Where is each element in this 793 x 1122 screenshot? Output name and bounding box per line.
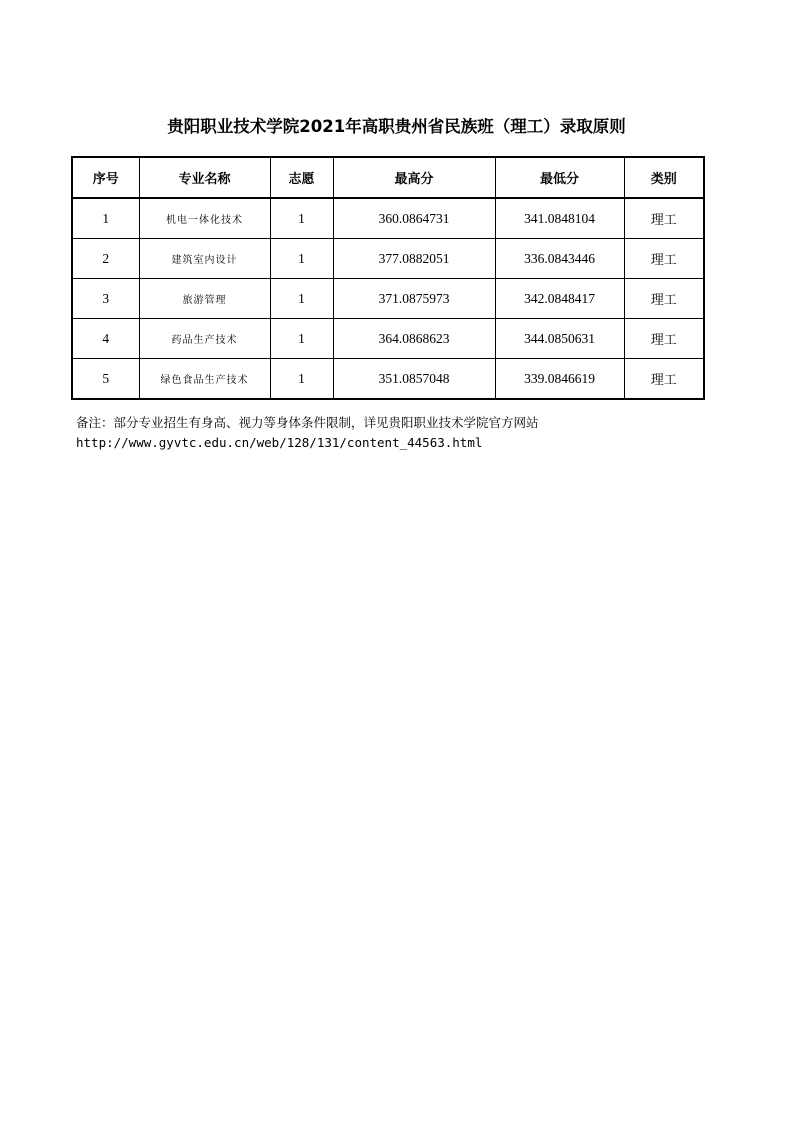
cell-index: 2 xyxy=(72,239,139,279)
cell-category: 理工 xyxy=(624,198,704,239)
footnote xyxy=(76,413,776,453)
cell-category: 理工 xyxy=(624,279,704,319)
cell-max-score: 377.0882051 xyxy=(333,239,495,279)
footnote-url: http://www.gyvtc.edu.cn/web/128/131/content_44563.html xyxy=(76,435,483,450)
cell-max-score: 360.0864731 xyxy=(333,198,495,239)
cell-choice: 1 xyxy=(270,359,333,400)
cell-min-score: 336.0843446 xyxy=(495,239,624,279)
cell-min-score: 344.0850631 xyxy=(495,319,624,359)
table-row xyxy=(72,319,704,359)
cell-major: 建筑室内设计 xyxy=(139,239,270,279)
cell-major: 药品生产技术 xyxy=(139,319,270,359)
table-header-row xyxy=(72,157,704,198)
cell-max-score: 351.0857048 xyxy=(333,359,495,400)
header-min-score: 最低分 xyxy=(495,157,624,198)
cell-min-score: 341.0848104 xyxy=(495,198,624,239)
cell-choice: 1 xyxy=(270,319,333,359)
footnote-text: 备注：部分专业招生有身高、视力等身体条件限制，详见贵阳职业技术学院官方网站 xyxy=(76,415,539,430)
table-row xyxy=(72,198,704,239)
header-index: 序号 xyxy=(72,157,139,198)
table-row xyxy=(72,359,704,400)
cell-index: 5 xyxy=(72,359,139,400)
table-row xyxy=(72,279,704,319)
header-major: 专业名称 xyxy=(139,157,270,198)
cell-category: 理工 xyxy=(624,359,704,400)
admission-table xyxy=(71,156,705,400)
cell-choice: 1 xyxy=(270,279,333,319)
cell-min-score: 339.0846619 xyxy=(495,359,624,400)
cell-index: 1 xyxy=(72,198,139,239)
header-max-score: 最高分 xyxy=(333,157,495,198)
header-choice: 志愿 xyxy=(270,157,333,198)
table-row xyxy=(72,239,704,279)
cell-index: 4 xyxy=(72,319,139,359)
cell-category: 理工 xyxy=(624,239,704,279)
document-title: 贵阳职业技术学院2021年高职贵州省民族班（理工）录取原则 xyxy=(167,117,626,136)
cell-max-score: 364.0868623 xyxy=(333,319,495,359)
cell-major: 机电一体化技术 xyxy=(139,198,270,239)
cell-max-score: 371.0875973 xyxy=(333,279,495,319)
cell-min-score: 342.0848417 xyxy=(495,279,624,319)
cell-major: 旅游管理 xyxy=(139,279,270,319)
cell-major: 绿色食品生产技术 xyxy=(139,359,270,400)
cell-choice: 1 xyxy=(270,239,333,279)
cell-choice: 1 xyxy=(270,198,333,239)
header-category: 类别 xyxy=(624,157,704,198)
cell-index: 3 xyxy=(72,279,139,319)
cell-category: 理工 xyxy=(624,319,704,359)
